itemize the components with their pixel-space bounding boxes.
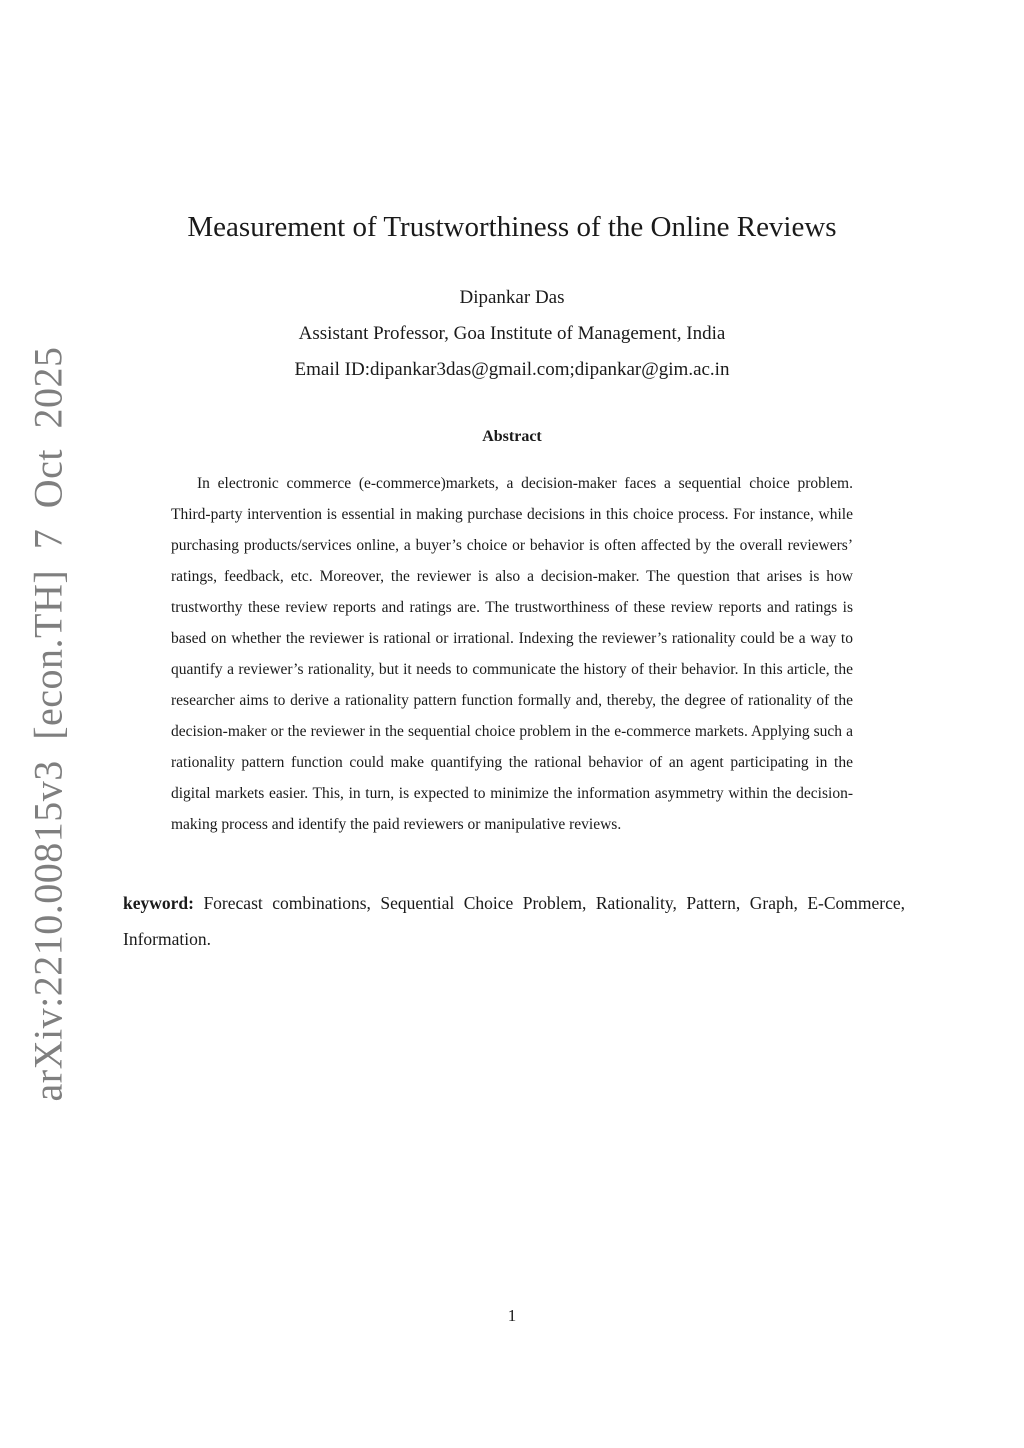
keywords-line: [123, 885, 905, 957]
paper-title: Measurement of Trustworthiness of the Online Reviews: [187, 211, 837, 243]
keywords-label: keyword:: [123, 893, 194, 913]
abstract-body: In electronic commerce (e-commerce)markets, a decision-maker faces a sequential choice problem. Third-party intervention is essential in making purchase decisions in this choice process. For instance, while purchasing products/services online, a buyer’s choice or behavior is often affected by the overall reviewers’ ratings, feedback, etc. Moreover, the reviewer is also a decision-maker. The question that arises is how trustworthy these review reports and ratings are. The trustworthiness of these review reports and ratings is based on whether the reviewer is rational or irrational. Indexing the reviewer’s rationality could be a way to quantify a reviewer’s rationality, but it needs to communicate the history of their behavior. In this article, the researcher aims to derive a rationality pattern function formally and, thereby, the degree of rationality of the decision-maker or the reviewer in the sequential choice problem in the e-commerce markets. Applying such a rationality pattern function could make quantifying the rational behavior of an agent participating in the digital markets easier. This, in turn, is expected to minimize the information asymmetry within the decision-making process and identify the paid reviewers or manipulative reviews.: [171, 475, 853, 833]
keywords-text: Forecast combinations, Sequential Choice Problem, Rationality, Pattern, Graph, E-Commerce, Information.: [123, 893, 906, 949]
author-name: Dipankar Das: [459, 287, 565, 308]
page-number: 1: [507, 1306, 517, 1325]
author-affiliation: Assistant Professor, Goa Institute of Management, India: [298, 323, 726, 344]
author-email: Email ID:dipankar3das@gmail.com;dipankar@gim.ac.in: [294, 359, 730, 380]
arxiv-identifier-stamp: arXiv:2210.00815v3 [econ.TH] 7 Oct 2025: [25, 346, 71, 1102]
author-block: [0, 280, 1024, 388]
abstract-heading: Abstract: [482, 428, 542, 445]
